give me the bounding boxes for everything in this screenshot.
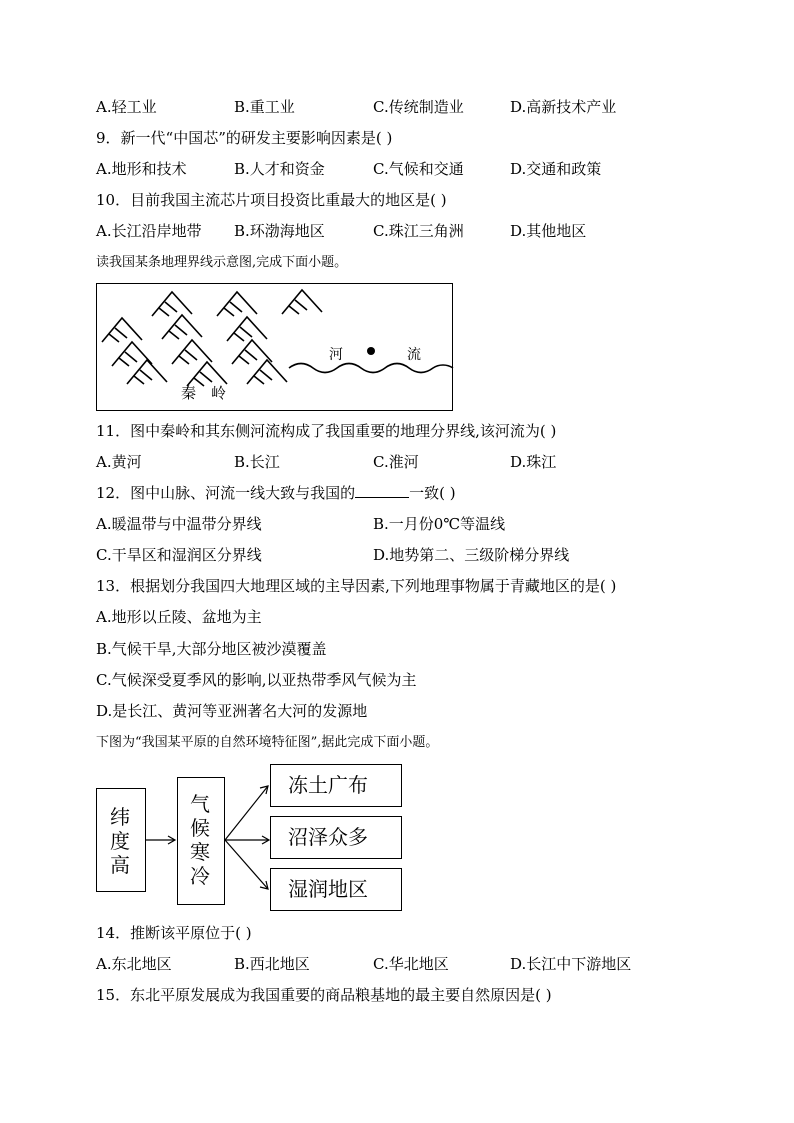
flow-output-2-label: 沼泽众多 (288, 825, 368, 849)
q14-stem: 14．推断该平原位于( ) (96, 924, 252, 942)
q13-stem: 13．根据划分我国四大地理区域的主导因素,下列地理事物属于青藏地区的是( ) (96, 577, 617, 595)
q12-stem-after: 一致( ) (409, 484, 456, 502)
q12-stem (96, 483, 456, 503)
arrow-climate-to-output-1 (225, 786, 268, 840)
q13-option-a: A.地形以丘陵、盆地为主 (96, 608, 262, 626)
q14-option-a: A.东北地区 (96, 955, 172, 973)
q12-option-c: C.干旱区和湿润区分界线 (96, 546, 262, 564)
map-label-liu: 流 (407, 347, 421, 363)
flow-output-3-label: 湿润地区 (288, 877, 368, 901)
flow-box-latitude (96, 788, 146, 892)
q9-option-a: A.地形和技术 (96, 160, 187, 178)
flow-box-output-1 (270, 764, 402, 807)
river-line (289, 364, 453, 373)
q14-option-d: D.长江中下游地区 (510, 955, 632, 973)
mountain-symbols (102, 290, 322, 386)
q12-option-a: A.暖温带与中温带分界线 (96, 515, 262, 533)
flow-box-climate-char-4: 冷 (190, 864, 210, 888)
q12-option-b: B.一月份0℃等温线 (373, 515, 506, 533)
passage-intro-boundary-map: 读我国某条地理界线示意图,完成下面小题。 (96, 255, 348, 270)
q8-option-b: B.重工业 (234, 98, 295, 116)
q12-stem-before: 12．图中山脉、河流一线大致与我国的 (96, 484, 356, 502)
q8-option-c: C.传统制造业 (373, 98, 464, 116)
flow-box-climate-char-2: 候 (190, 816, 210, 840)
location-dot (367, 347, 375, 355)
q13-option-d: D.是长江、黄河等亚洲著名大河的发源地 (96, 702, 368, 720)
q11-option-b: B.长江 (234, 453, 280, 471)
q14-option-c: C.华北地区 (373, 955, 449, 973)
q14-option-b: B.西北地区 (234, 955, 310, 973)
q10-option-b: B.环渤海地区 (234, 222, 325, 240)
q10-option-d: D.其他地区 (510, 222, 587, 240)
passage-intro-plain-figure: 下图为“我国某平原的自然环境特征图”,据此完成下面小题。 (96, 735, 439, 750)
q9-stem: 9．新一代“中国芯”的研发主要影响因素是( ) (96, 129, 393, 147)
flow-output-1-label: 冻土广布 (288, 773, 368, 797)
q9-option-c: C.气候和交通 (373, 160, 464, 178)
answer-blank (355, 483, 409, 498)
q9-option-d: D.交通和政策 (510, 160, 602, 178)
arrow-climate-to-output-3 (225, 840, 268, 889)
flow-box-climate-char-1: 气 (190, 792, 210, 816)
flow-box-latitude-char-1: 纬 (110, 805, 130, 829)
flow-box-output-2 (270, 816, 402, 859)
map-label-he: 河 (329, 347, 343, 363)
mountain-river-illustration (97, 284, 454, 412)
q13-option-b: B.气候干旱,大部分地区被沙漠覆盖 (96, 640, 327, 658)
q13-option-c: C.气候深受夏季风的影响,以亚热带季风气候为主 (96, 671, 417, 689)
q11-option-a: A.黄河 (96, 453, 142, 471)
q8-option-d: D.高新技术产业 (510, 98, 617, 116)
flow-box-latitude-char-2: 度 (110, 829, 130, 853)
boundary-map-figure (96, 283, 453, 411)
q10-option-c: C.珠江三角洲 (373, 222, 464, 240)
q9-option-b: B.人才和资金 (234, 160, 325, 178)
q10-stem: 10．目前我国主流芯片项目投资比重最大的地区是( ) (96, 191, 447, 209)
q8-option-a: A.轻工业 (96, 98, 157, 116)
flow-box-climate (177, 777, 225, 905)
q11-option-c: C.淮河 (373, 453, 419, 471)
q11-option-d: D.珠江 (510, 453, 557, 471)
map-label-qin: 秦 (181, 384, 197, 402)
q11-stem: 11．图中秦岭和其东侧河流构成了我国重要的地理分界线,该河流为( ) (96, 422, 557, 440)
flow-box-latitude-char-3: 高 (110, 853, 130, 877)
q10-option-a: A.长江沿岸地带 (96, 222, 202, 240)
q12-option-d: D.地势第二、三级阶梯分界线 (373, 546, 570, 564)
map-label-ling: 岭 (211, 384, 227, 402)
flow-box-output-3 (270, 868, 402, 911)
flow-box-climate-char-3: 寒 (190, 840, 210, 864)
q15-stem: 15．东北平原发展成为我国重要的商品粮基地的最主要自然原因是( ) (96, 986, 552, 1004)
